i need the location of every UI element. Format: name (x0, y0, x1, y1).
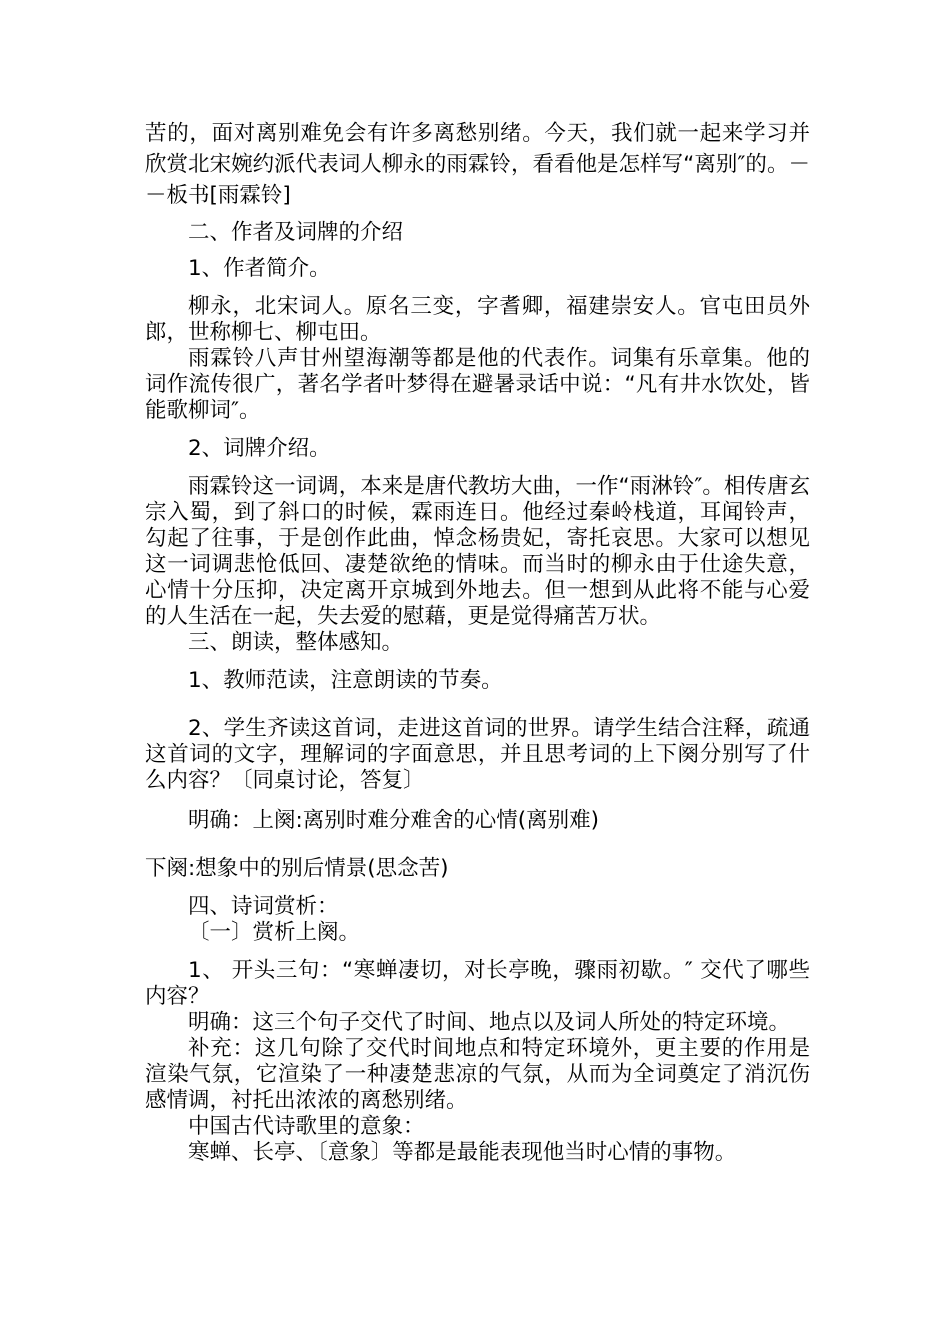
paragraph-imagery: 寒蝉、长亭、〔意象〕等都是最能表现他当时心情的事物。 (188, 1140, 737, 1165)
paragraph-student-reading: 2、学生齐读这首词，走进这首词的世界。请学生结合注释，疏通这首词的文字，理解词的字面意思，并且思考词的上下阕分别写了什么内容？〔同桌讨论，答复〕 (145, 716, 810, 793)
heading-author-intro: 1、作者简介。 (188, 256, 331, 281)
paragraph-answer-upper: 明确：上阕:离别时难分难舍的心情(离别难) (188, 808, 600, 833)
heading-upper-appreciation: 〔一〕赏析上阕。 (188, 920, 361, 945)
paragraph-supplement: 补充：这几句除了交代时间地点和特定环境外，更主要的作用是渲染气氛，它渲染了一种凄楚悲凉的气氛，从而为全词奠定了消沉伤感情调，衬托出浓浓的离愁别绪。 (145, 1036, 810, 1113)
paragraph-liu-yong: 柳永，北宋词人。原名三变，字耆卿，福建崇安人。官屯田员外郎，世称柳七、柳屯田。 (145, 294, 810, 345)
heading-appreciation: 四、诗词赏析： (188, 894, 339, 919)
paragraph-cipai: 雨霖铃这一词调，本来是唐代教坊大曲，一作“雨淋铃″。相传唐玄宗入蜀，到了斜口的时候，霖雨连日。他经过秦岭栈道，耳闻铃声，勾起了往事，于是创作此曲，悼念杨贵妃，寄托哀思。大家可以想见这一词调悲怆低回、凄楚欲绝的情味。而当时的柳永由于仕途失意，心情十分压抑，决定离开京城到外地去。但一想到从此将不能与心爱的人生活在一起，失去爱的慰藉，更是觉得痛苦万状。 (145, 474, 810, 629)
heading-cipai-intro: 2、词牌介绍。 (188, 436, 331, 461)
paragraph-opening-lines: 1、 开头三句：“寒蝉凄切，对长亭晚，骤雨初歇。″ 交代了哪些内容？ (145, 958, 810, 1009)
paragraph-teacher-reading: 1、教师范读，注意朗读的节奏。 (188, 668, 503, 693)
paragraph-answer-lower: 下阕:想象中的别后情景(思念苦) (145, 856, 449, 881)
paragraph-intro: 苦的，面对离别难免会有许多离愁别绪。今天，我们就一起来学习并欣赏北宋婉约派代表词人柳永的雨霖铃，看看他是怎样写“离别″的。－－板书[雨霖铃] (145, 121, 810, 208)
heading-author-and-cipai: 二、作者及词牌的介绍 (188, 220, 404, 245)
paragraph-works: 雨霖铃八声甘州望海潮等都是他的代表作。词集有乐章集。他的词作流传很广，著名学者叶梦得在避暑录话中说：“凡有井水饮处，皆能歌柳词″。 (145, 346, 810, 423)
heading-reading: 三、朗读，整体感知。 (188, 630, 404, 655)
paragraph-imagery-heading: 中国古代诗歌里的意象： (188, 1114, 425, 1139)
document-page (145, 118, 810, 1166)
paragraph-explanation: 明确：这三个句子交代了时间、地点以及词人所处的特定环境。 (188, 1010, 791, 1035)
